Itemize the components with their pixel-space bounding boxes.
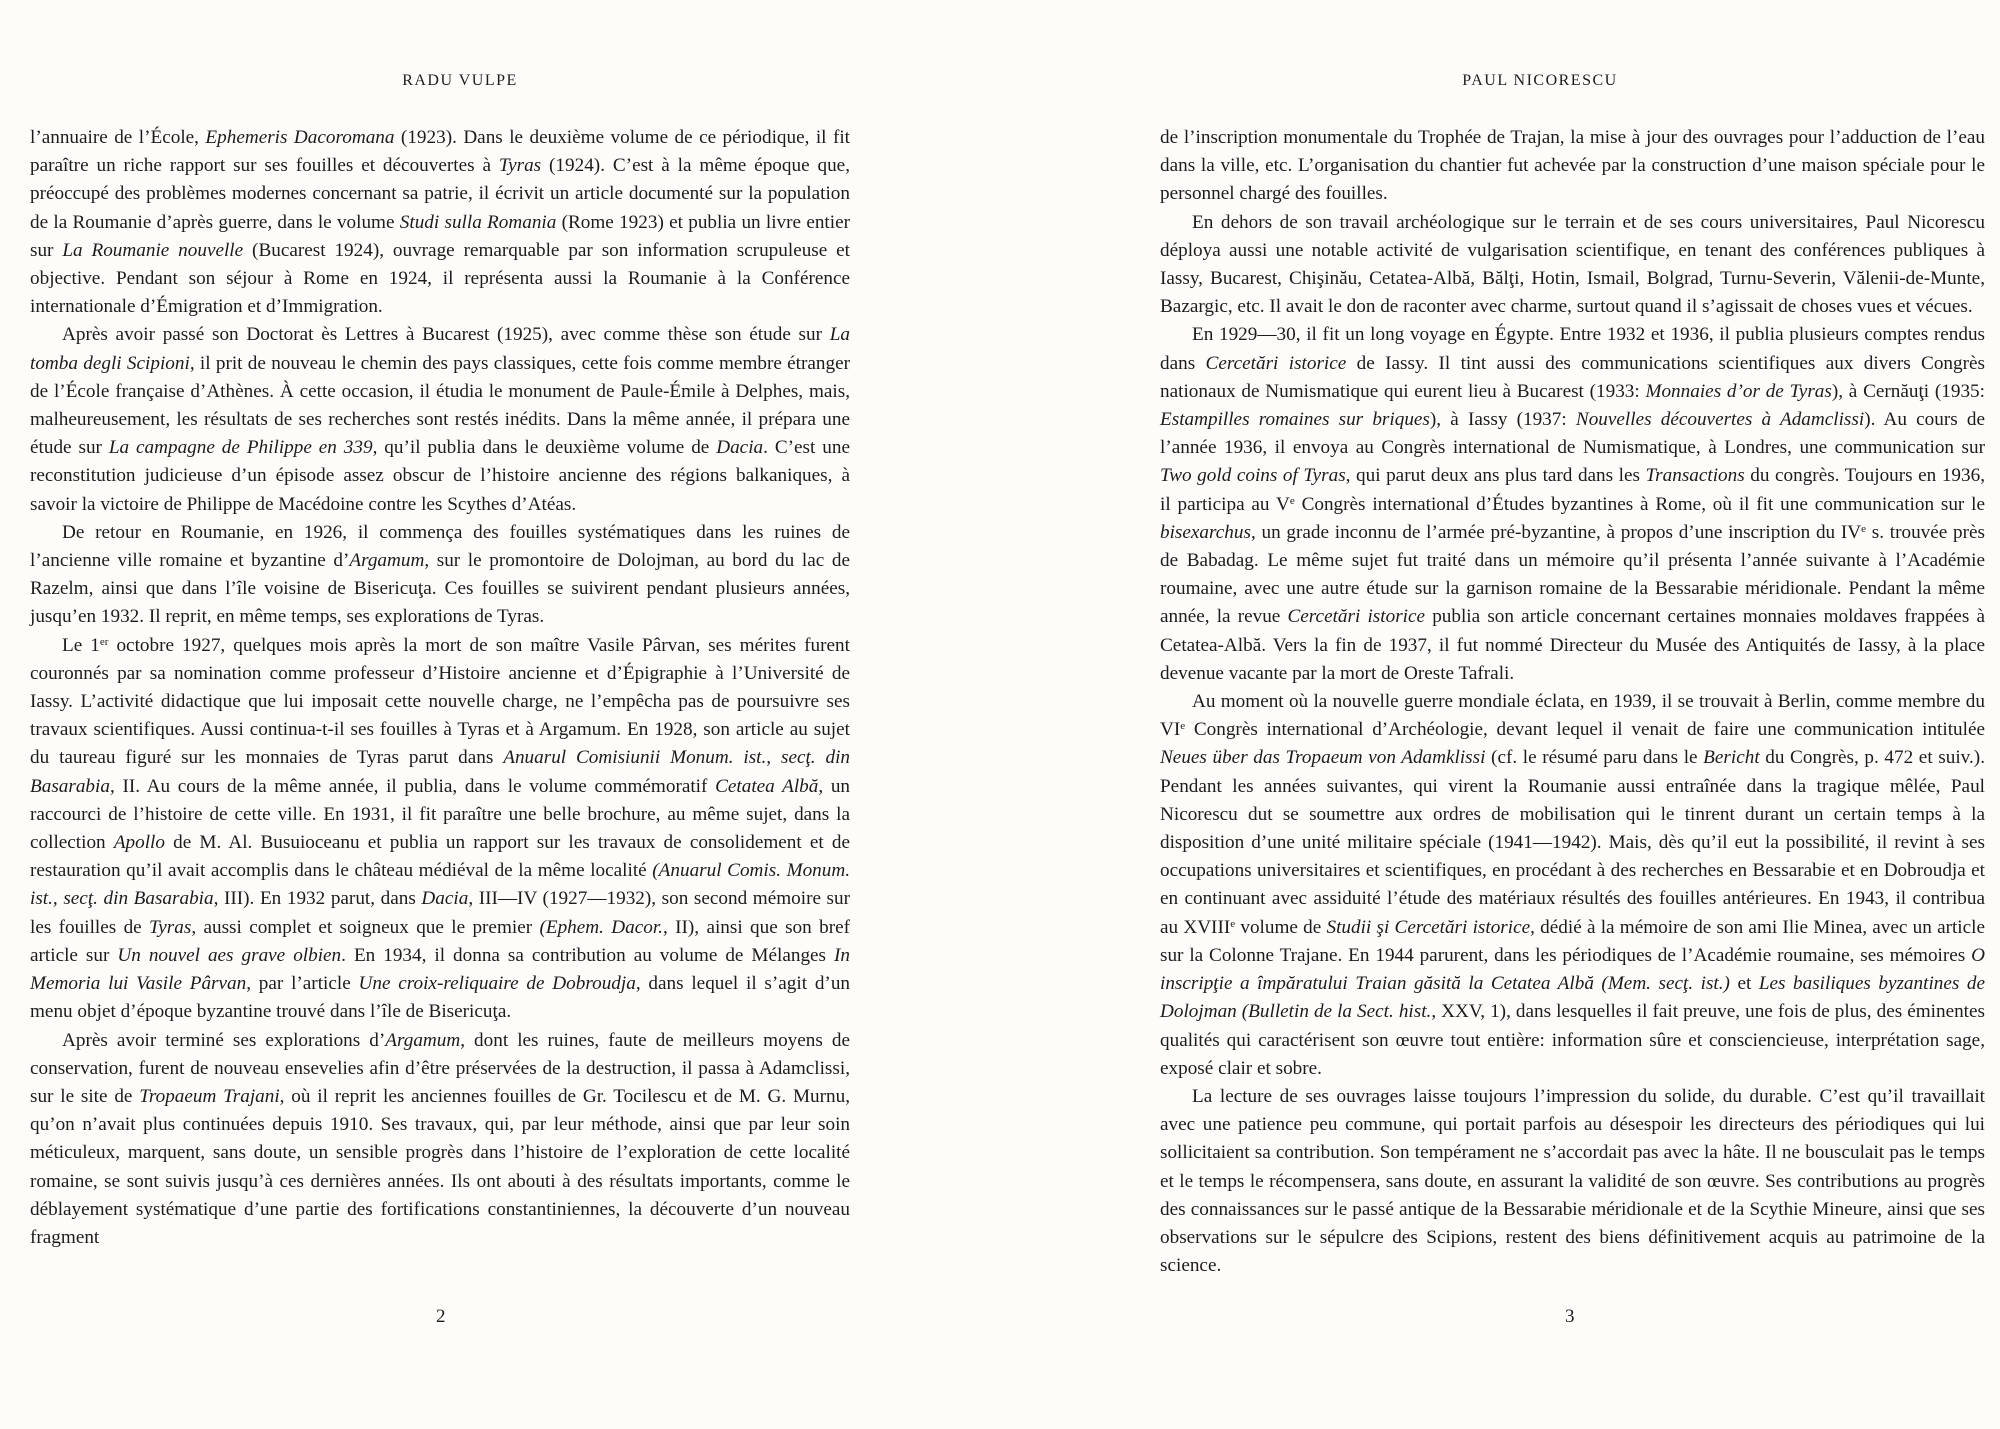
italic-text: La campagne de Philippe en 339 [108, 437, 373, 459]
text-run: Après avoir passé son Doctorat ès Lettres à Bucarest (1925), avec comme thèse son étude sur [62, 324, 830, 346]
superscript: er [99, 635, 109, 648]
superscript: e [1230, 917, 1236, 930]
text-run: (1924). C’est à la même époque que, préoccupé des problèmes modernes concernant sa patrie, il écrivit un article documenté sur la population de la Roumanie d’après guerre, dans le volume [30, 155, 850, 233]
text-run: , III—IV (1927—1932), son second mémoire sur les fouilles de [30, 888, 851, 938]
italic-text: Tyras [498, 155, 542, 177]
text-run: l’annuaire de l’École, [30, 127, 206, 148]
text-run: volume de [1235, 916, 1327, 938]
text-run: , II. Au cours de la même année, il publia, dans le volume commémoratif [109, 775, 716, 797]
text-run: , dont les ruines, faute de meilleurs moyens de conservation, furent de nouveau ensevelies afin d’être préservées de la destruction, il passa à Adamclissi, sur le site de [30, 1029, 850, 1107]
text-run: De retour en Roumanie, en 1926, il commença des fouilles systématiques dans les ruines de l’ancienne ville romaine et byzantine d’ [30, 521, 850, 572]
paragraph [1160, 321, 1985, 688]
text-run: du congrès. Toujours en 1936, il participa au V [1160, 465, 1985, 515]
text-run: , dédié à la mémoire de son ami Ilie Minea, avec un article sur la Colonne Trajane. En 1944 parurent, dans les périodiques de l’Académie roumaine, ses mémoires [1160, 916, 1986, 966]
italic-text: Transactions [1645, 465, 1745, 487]
text-run: de l’inscription monumentale du Trophée de Trajan, la mise à jour des ouvrages pour l’adduction de l’eau dans la ville, etc. L’organisation du chantier fut achevée par la construction d’une maison spéciale pour le personnel chargé des fouilles. [1160, 127, 1985, 205]
italic-text: bisexarchus [1160, 521, 1251, 543]
italic-text: La tomba degli Scipioni [30, 324, 850, 374]
italic-text: (Anuarul Comis. Monum. ist., secţ. din Basarabia [30, 860, 850, 910]
italic-text: (Ephem. Dacor. [539, 916, 663, 938]
italic-text: Cercetări istorice [1205, 352, 1347, 374]
italic-text: Dacia [716, 437, 764, 459]
text-run: La lecture de ses ouvrages laisse toujours l’impression du solide, du durable. C’est qu’il travaillait avec une patience peu commune, qui portait parfois au désespoir les directeurs des périodiques qui lui sollicitaient sa contribution. Son tempérament ne s’accordait pas avec la hâte. Il ne bousculait pas le temps et le temps le récompensera, sans doute, en assurant la validité de son œuvre. Ses contributions au progrès des connaissances sur le passé antique de la Bessarabie méridionale et de la Scythie Mineure, ainsi que ses observations sur le sépulcre des Scipions, restent des biens définitivement acquis au patrimoine de la science. [1160, 1085, 1985, 1277]
running-head-right: PAUL NICORESCU [1462, 72, 1618, 89]
paragraph [1160, 209, 1985, 322]
text-run: , qui parut deux ans plus tard dans les [1345, 465, 1646, 487]
text-run: ), à Cernăuţi (1935: [1831, 380, 1985, 402]
paragraph [30, 632, 850, 1027]
paragraph [30, 519, 850, 632]
text-run: , sur le promontoire de Dolojman, au bord du lac de Razelm, ainsi que dans l’île voisine de Bisericuţa. Ces fouilles se suivirent pendant plusieurs années, jusqu’en 1932. Il reprit, en même temps, ses explorations de Tyras. [30, 550, 850, 628]
paragraph [1160, 688, 1985, 1083]
text-run: octobre 1927, quelques mois après la mort de son maître Vasile Pârvan, ses mérites furent couronnés par sa nomination comme professeur d’Histoire ancienne et d’Épigraphie à l’Université de Iassy. L’activité didactique que lui imposait cette nouvelle charge, ne l’empêcha pas de poursuivre ses travaux scientifiques. Aussi continua-t-il ses fouilles à Tyras et à Argamum. En 1928, son article au sujet du taureau figuré sur les monnaies de Tyras parut dans [30, 634, 850, 769]
text-run: , par l’article [246, 973, 359, 995]
text-run: , XXV, 1), dans lesquelles il fait preuve, une fois de plus, des éminentes qualités qui caractérisent son œuvre tout entière: information sûre et consciencieuse, interprétation sage, exposé clair et sobre. [1160, 1001, 1985, 1079]
superscript: e [1180, 720, 1186, 733]
text-run: , où il reprit les anciennes fouilles de Gr. Tocilescu et de M. G. Murnu, qu’on n’avait plus continuées depuis 1910. Ses travaux, qui, par leur méthode, ainsi que par leur soin méticuleux, marquent, sans doute, un sensible progrès dans l’histoire de l’exploration de cette localité romaine, se sont suivis jusqu’à ces dernières années. Ils ont abouti à des résultats importants, comme le déblayement systématique d’une partie des fortifications constantiniennes, la découverte d’un nouveau fragment [30, 1085, 850, 1248]
italic-text: Nouvelles découvertes à Adamclissi [1575, 409, 1865, 431]
right-page [1000, 0, 2000, 1429]
superscript: e [1289, 494, 1295, 507]
text-run: s. trouvée près de Babadag. Le même sujet fut traité dans un mémoire qu’il présenta l’année suivante à l’Académie roumaine, avec une autre étude sur la garnison romaine de la Bessarabie méridionale. Pendant la même année, la revue [1160, 521, 1985, 628]
italic-text: Dacia [421, 888, 469, 910]
paragraph [30, 321, 850, 518]
italic-text: O inscripţie a împăratului Traian găsită la Cetatea Albă (Mem. secţ. ist.) [1160, 944, 1985, 995]
paragraph [1160, 1083, 1985, 1280]
text-run: (cf. le résumé paru dans le [1485, 747, 1704, 769]
italic-text: Neues über das Tropaeum von Adamklissi [1160, 747, 1486, 769]
superscript: e [1861, 522, 1867, 535]
page-number-left: 2 [436, 1306, 446, 1327]
italic-text: Un nouvel aes grave olbien [117, 944, 342, 966]
text-run: du Congrès, p. 472 et suiv.). Pendant les années suivantes, qui virent la Roumanie aussi entraînée dans la tragique mêlée, Paul Nicorescu dut se soumettre aux ordres de mobilisation qui le tinrent durant un certain temps à la disposition d’une unité militaire spéciale (1941—1942). Mais, dès qu’il eut la possibilité, il revint à ses occupations universitaires et scientifiques, en procédant à des recherches en Bessarabie et en Dobroudja et en continuant avec assiduité l’étude des matériaux résultés des fouilles antérieures. En 1943, il contribua au XVIII [1160, 747, 1985, 938]
text-run: (Bucarest 1924), ouvrage remarquable par son information scrupuleuse et objective. Pendant son séjour à Rome en 1924, il représenta aussi la Roumanie à la Conférence internationale d’Émigration et d’Immigration. [30, 239, 851, 318]
text-run: et [1729, 973, 1759, 995]
italic-text: Une croix-reliquaire de Dobroudja [358, 973, 636, 995]
italic-text: Argamum [385, 1029, 461, 1051]
italic-text: Tyras [149, 916, 192, 938]
paragraph [1160, 124, 1985, 209]
italic-text: Bericht [1703, 747, 1760, 769]
body-text-right [1160, 124, 1985, 1280]
italic-text: Studi sulla Romania [399, 211, 557, 233]
italic-text: Les basiliques byzantines de Dolojman (Bulletin de la Sect. hist. [1160, 973, 1985, 1023]
text-run: de Iassy. Il tint aussi des communications scientifiques aux divers Congrès nationaux de Numismatique qui eurent lieu à Bucarest (1933: [1160, 352, 1985, 402]
paragraph [30, 124, 850, 321]
text-run: de M. Al. Busuioceanu et publia un rapport sur les travaux de consolidement et de restauration qu’il avait accomplis dans le château médiéval de la même localité [30, 832, 850, 882]
text-run: ), à Iassy (1937: [1429, 409, 1576, 431]
text-run: . En 1934, il donna sa contribution au volume de Mélanges [341, 944, 835, 966]
text-run: Congrès international d’Études byzantines à Rome, où il fit une communication sur le [1294, 493, 1985, 515]
text-run: (Rome 1923) et publia un livre entier sur [30, 211, 850, 261]
text-run: , aussi complet et soigneux que le premier [191, 916, 540, 938]
text-run: , dans lequel il s’agit d’un menu objet d’époque byzantine trouvé dans l’île de Bisericuţa. [30, 973, 851, 1023]
text-run: En 1929—30, il fit un long voyage en Égypte. Entre 1932 et 1936, il publia plusieurs comptes rendus dans [1160, 324, 1985, 374]
text-run: publia son article concernant certaines monnaies moldaves frappées à Cetatea-Albă. Vers la fin de 1937, il fut nommé Directeur du Musée des Antiquités de Iassy, à la place devenue vacante par la mort de Oreste Tafrali. [1160, 606, 1985, 684]
text-run: , un grade inconnu de l’armée pré-byzantine, à propos d’une inscription du IV [1250, 521, 1862, 543]
italic-text: Estampilles romaines sur briques [1160, 409, 1430, 431]
italic-text: Tropaeum Trajani [139, 1085, 280, 1107]
italic-text: Argamum [349, 550, 425, 572]
italic-text: La Roumanie nouvelle [62, 239, 244, 261]
text-run: (1923). Dans le deuxième volume de ce périodique, il fit paraître un riche rapport sur ses fouilles et découvertes à [30, 127, 851, 177]
italic-text: Two gold coins of Tyras [1160, 465, 1346, 487]
text-run: , qu’il publia dans le deuxième volume de [372, 437, 717, 459]
text-run: , un raccourci de l’histoire de cette ville. En 1931, il fit paraître une belle brochure, au même sujet, dans la collection [30, 775, 851, 854]
text-run: , il prit de nouveau le chemin des pays classiques, cette fois comme membre étranger de l’École française d’Athènes. À cette occasion, il étudia le monument de Paule-Émile à Delphes, mais, malheureusement, les résultats de ses recherches sont restés inédits. Dans la même année, il prépara une étude sur [30, 352, 851, 459]
italic-text: Studii şi Cercetări istorice [1326, 916, 1531, 938]
text-run: Le 1 [62, 634, 100, 656]
text-run: Congrès international d’Archéologie, devant lequel il venait de faire une communication intitulée [1185, 719, 1985, 741]
italic-text: Anuarul Comisiunii Monum. ist., secţ. din Basarabia [30, 747, 850, 797]
page-number-right: 3 [1565, 1306, 1575, 1327]
body-text-left [30, 124, 850, 1252]
paragraph [30, 1027, 850, 1253]
italic-text: Cetatea Albă [715, 775, 819, 797]
text-run: Au moment où la nouvelle guerre mondiale éclata, en 1939, il se trouvait à Berlin, comme membre du VI [1160, 691, 1985, 741]
italic-text: Cercetări istorice [1287, 606, 1426, 628]
italic-text: Monnaies d’or de Tyras [1645, 380, 1832, 402]
italic-text: Apollo [113, 832, 165, 854]
text-run: . C’est une reconstitution judicieuse d’un épisode assez obscur de l’histoire ancienne des régions balkaniques, à savoir la victoire de Philippe de Macédoine contre les Scythes d’Atéas. [30, 437, 850, 515]
italic-text: In Memoria lui Vasile Pârvan [30, 944, 850, 995]
italic-text: Ephemeris Dacoromana [205, 127, 395, 148]
running-head-left: RADU VULPE [402, 72, 518, 89]
text-run: , II), ainsi que son bref article sur [30, 916, 850, 966]
text-run: Après avoir terminé ses explorations d’ [62, 1029, 386, 1051]
text-run: En dehors de son travail archéologique sur le terrain et de ses cours universitaires, Paul Nicorescu déploya aussi une notable activité de vulgarisation scientifique, en tenant des conférences publiques à Iassy, Bucarest, Chişinău, Cetatea-Albă, Bălţi, Hotin, Ismail, Bolgrad, Turnu-Severin, Vălenii-de-Munte, Bazargic, etc. Il avait le don de raconter avec charme, surtout quand il s’agissait de choses vues et vécues. [1160, 211, 1985, 318]
text-run: ). Au cours de l’année 1936, il envoya au Congrès international de Numismatique, à Londres, une communication sur [1160, 409, 1986, 459]
text-run: , III). En 1932 parut, dans [213, 888, 422, 910]
